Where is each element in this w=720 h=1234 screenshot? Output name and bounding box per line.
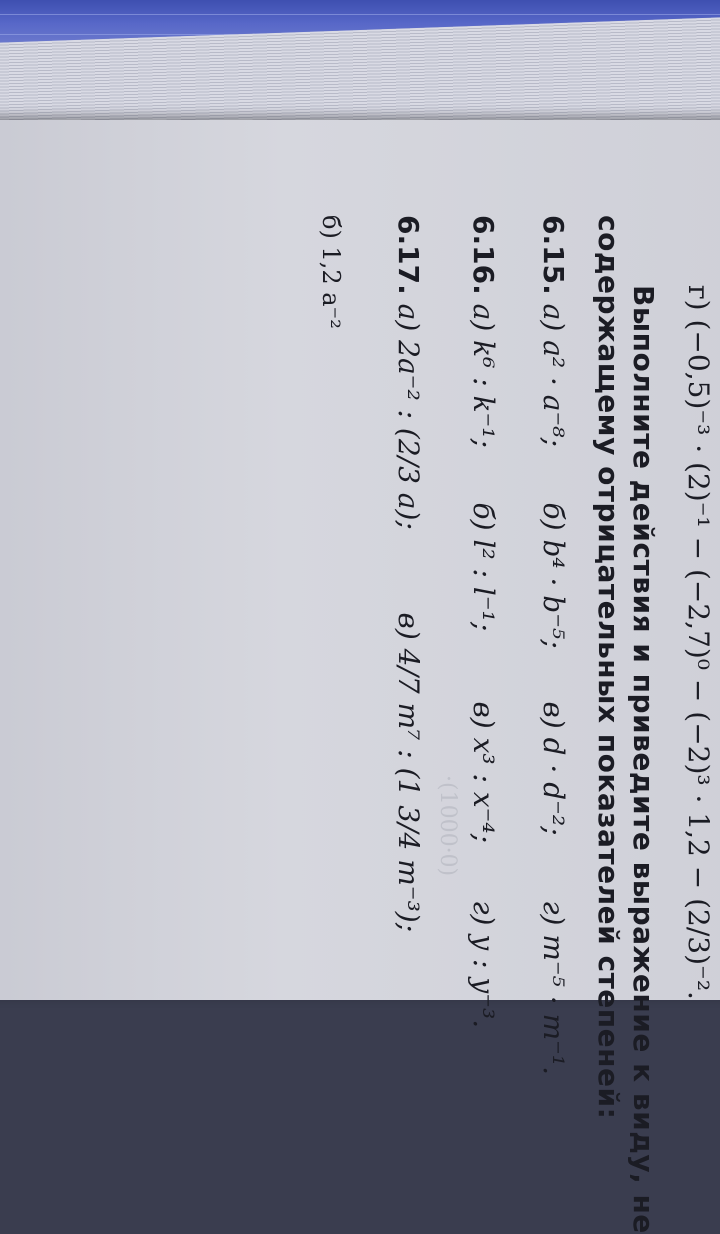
item-g: г) (−0,5)⁻³ · (2)⁻¹ − (−2,7)⁰ − (−2)³ · 1,2 − (2/3)⁻².	[682, 285, 715, 1000]
exercise-6-17	[391, 215, 425, 932]
exercise-number: 6.17.	[392, 215, 425, 295]
instruction-line-1: Выполните действия и приведите выражение к виду, не	[627, 285, 660, 1234]
textbook-content	[260, 215, 720, 1234]
exercise-number: 6.16.	[467, 215, 500, 295]
item-v: в) 4/7 m⁷ : (1 3/4 m⁻³);	[392, 612, 425, 933]
notebook-line	[0, 14, 720, 15]
item-a: а) a² · a⁻⁸;	[537, 303, 570, 447]
bleed-through-text: ·(1000·0)	[435, 775, 460, 877]
item-a: а) 2a⁻² : (2/3 a);	[392, 303, 425, 530]
item-v: в) d · d⁻²;	[537, 701, 570, 836]
item-b: б) b⁴ · b⁻⁵;	[537, 502, 570, 649]
exercise-6-16	[466, 215, 500, 1028]
cut-off-fragment: б) 1,2 a⁻²	[317, 215, 345, 329]
exercise-6-14-g	[681, 285, 715, 1000]
item-v: в) x³ : x⁻⁴;	[467, 701, 500, 844]
exercise-6-15	[536, 215, 570, 1075]
item-g: г) m⁻⁵ · m⁻¹.	[537, 900, 570, 1076]
exercise-number: 6.15.	[537, 215, 570, 295]
item-b: б) l² : l⁻¹;	[467, 502, 500, 632]
item-g: г) y : y⁻³.	[467, 900, 500, 1029]
instruction-line-2: содержащему отрицательных показателей степеней:	[592, 215, 625, 1120]
item-a: а) k⁶ : k⁻¹;	[467, 303, 500, 448]
